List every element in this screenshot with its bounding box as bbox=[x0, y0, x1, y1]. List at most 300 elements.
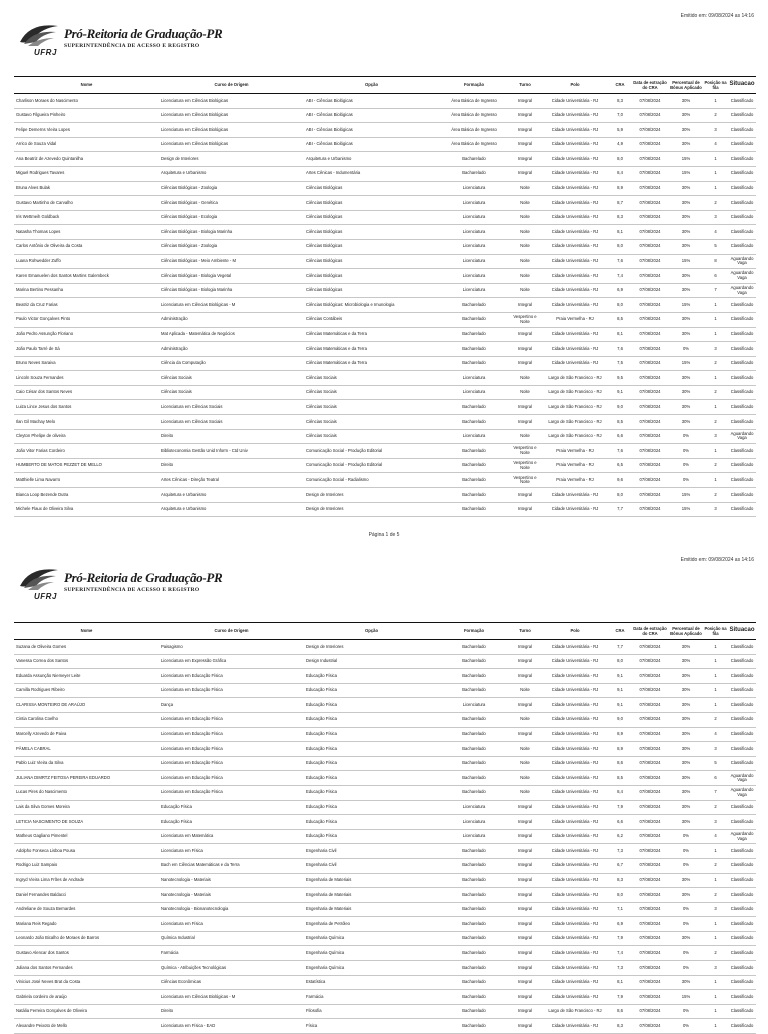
cell-cra: 6,5 bbox=[609, 458, 631, 473]
cell-opcao: Ciências Biológicas bbox=[304, 283, 439, 298]
cell-situacao: Classificado bbox=[728, 990, 756, 1005]
cell-data: 07/08/2024 bbox=[631, 298, 669, 313]
cell-turno: Integral bbox=[509, 815, 541, 830]
cell-data: 07/08/2024 bbox=[631, 196, 669, 211]
cell-polo: Cidade Universitária - RJ bbox=[541, 210, 609, 225]
cell-turno: Integral bbox=[509, 727, 541, 742]
cell-cra: 9,6 bbox=[609, 473, 631, 488]
cell-data: 07/08/2024 bbox=[631, 917, 669, 932]
cell-turno: Integral bbox=[509, 844, 541, 859]
cell-situacao: Aguardando Vaga bbox=[728, 771, 756, 786]
cell-data: 07/08/2024 bbox=[631, 771, 669, 786]
cell-opcao: Educação Física bbox=[304, 712, 439, 727]
cell-polo: Cidade Universitária - RJ bbox=[541, 166, 609, 181]
cell-formacao: Licenciatura bbox=[439, 196, 509, 211]
cell-cra: 7,3 bbox=[609, 844, 631, 859]
cell-cra: 7,4 bbox=[609, 946, 631, 961]
cell-curso: Licenciatura em Educação Física bbox=[159, 712, 304, 727]
logo-acronym: UFRJ bbox=[34, 592, 57, 601]
table-row bbox=[14, 800, 756, 815]
cell-nome: CLARISSA MONTEIRO DE ARAÚJO bbox=[14, 698, 159, 713]
cell-formacao: Licenciatura bbox=[439, 239, 509, 254]
cell-formacao: Bacharelado bbox=[439, 473, 509, 488]
header-polo: Polo bbox=[541, 623, 609, 640]
cell-bonus: 15% bbox=[669, 488, 703, 503]
cell-bonus: 30% bbox=[669, 771, 703, 786]
cell-nome: João Vitor Farias Cordeiro bbox=[14, 444, 159, 459]
cell-formacao: Licenciatura bbox=[439, 371, 509, 386]
cell-situacao: Classificado bbox=[728, 1019, 756, 1034]
cell-nome: Matthielle Lima Navarro bbox=[14, 473, 159, 488]
table-header-row bbox=[14, 623, 756, 640]
cell-posicao: 1 bbox=[703, 640, 728, 655]
cell-formacao: Bacharelado bbox=[439, 654, 509, 669]
cell-polo: Cidade Universitária - RJ bbox=[541, 931, 609, 946]
cell-polo: Cidade Universitária - RJ bbox=[541, 342, 609, 357]
cell-bonus: 30% bbox=[669, 137, 703, 152]
cell-cra: 5,9 bbox=[609, 123, 631, 138]
cell-bonus: 30% bbox=[669, 742, 703, 757]
cell-curso: Licenciatura em Educação Física bbox=[159, 785, 304, 800]
cell-nome: Juliana dos Santos Fernandes bbox=[14, 961, 159, 976]
table-header-row bbox=[14, 77, 756, 94]
cell-turno: Integral bbox=[509, 137, 541, 152]
cell-nome: Cintia Carolina Coelho bbox=[14, 712, 159, 727]
cell-posicao: 1 bbox=[703, 669, 728, 684]
cell-bonus: 30% bbox=[669, 683, 703, 698]
table-row bbox=[14, 990, 756, 1005]
cell-opcao: Engenharia de Materiais bbox=[304, 873, 439, 888]
cell-opcao: Educação Física bbox=[304, 698, 439, 713]
cell-cra: 8,1 bbox=[609, 975, 631, 990]
cell-formacao: Bacharelado bbox=[439, 771, 509, 786]
cell-situacao: Classificado bbox=[728, 488, 756, 503]
cell-nome: Adolpho Fonseca Lisboa Pousa bbox=[14, 844, 159, 859]
cell-formacao: Bacharelado bbox=[439, 858, 509, 873]
prgr-logo bbox=[16, 20, 223, 57]
cell-formacao: Área Básica de Ingresso bbox=[439, 108, 509, 123]
cell-cra: 8,9 bbox=[609, 727, 631, 742]
cell-situacao: Aguardando Vaga bbox=[728, 269, 756, 284]
cell-cra: 9,0 bbox=[609, 712, 631, 727]
cell-posicao: 1 bbox=[703, 917, 728, 932]
cell-cra: 7,1 bbox=[609, 902, 631, 917]
cell-situacao: Classificado bbox=[728, 356, 756, 371]
cell-formacao: Bacharelado bbox=[439, 844, 509, 859]
cell-nome: Ana Beatriz de Azevedo Quintanilha bbox=[14, 152, 159, 167]
cell-bonus: 15% bbox=[669, 298, 703, 313]
cell-bonus: 15% bbox=[669, 356, 703, 371]
cell-turno: Integral bbox=[509, 829, 541, 844]
cell-situacao: Classificado bbox=[728, 640, 756, 655]
table-row bbox=[14, 254, 756, 269]
cell-posicao: 1 bbox=[703, 444, 728, 459]
cell-cra: 8,3 bbox=[609, 94, 631, 109]
cell-posicao: 2 bbox=[703, 800, 728, 815]
table-row bbox=[14, 1019, 756, 1034]
cell-formacao: Licenciatura bbox=[439, 210, 509, 225]
cell-cra: 4,9 bbox=[609, 137, 631, 152]
table-row bbox=[14, 946, 756, 961]
cell-polo: Cidade Universitária - RJ bbox=[541, 239, 609, 254]
cell-posicao: 1 bbox=[703, 975, 728, 990]
cell-nome: João Pedro Assunção Floriano bbox=[14, 327, 159, 342]
cell-turno: Integral bbox=[509, 800, 541, 815]
table-row bbox=[14, 683, 756, 698]
cell-turno: Noite bbox=[509, 785, 541, 800]
cell-bonus: 30% bbox=[669, 123, 703, 138]
cell-posicao: 7 bbox=[703, 785, 728, 800]
cell-polo: Cidade Universitária - RJ bbox=[541, 298, 609, 313]
cell-bonus: 30% bbox=[669, 108, 703, 123]
cell-posicao: 1 bbox=[703, 94, 728, 109]
cell-nome: Carlos Antônio de Oliveira da Costa bbox=[14, 239, 159, 254]
cell-data: 07/08/2024 bbox=[631, 829, 669, 844]
cell-posicao: 1 bbox=[703, 166, 728, 181]
cell-data: 07/08/2024 bbox=[631, 858, 669, 873]
cell-polo: Praia Vermelha - RJ bbox=[541, 473, 609, 488]
cell-nome: JULIANA DIMRTZ FEITOSA PEREIRA EDUARDO bbox=[14, 771, 159, 786]
cell-bonus: 30% bbox=[669, 975, 703, 990]
cell-curso: Direito bbox=[159, 1004, 304, 1019]
cell-bonus: 30% bbox=[669, 181, 703, 196]
cell-situacao: Classificado bbox=[728, 946, 756, 961]
cell-formacao: Bacharelado bbox=[439, 400, 509, 415]
cell-situacao: Classificado bbox=[728, 371, 756, 386]
cell-polo: Cidade Universitária - RJ bbox=[541, 975, 609, 990]
cell-posicao: 1 bbox=[703, 1019, 728, 1034]
cell-nome: Luana Rohwedder Zuffo bbox=[14, 254, 159, 269]
cell-data: 07/08/2024 bbox=[631, 137, 669, 152]
cell-nome: Lincoln Souza Fernandes bbox=[14, 371, 159, 386]
cell-data: 07/08/2024 bbox=[631, 415, 669, 430]
cell-formacao: Bacharelado bbox=[439, 327, 509, 342]
cell-polo: Cidade Universitária - RJ bbox=[541, 196, 609, 211]
cell-cra: 8,0 bbox=[609, 239, 631, 254]
cell-polo: Cidade Universitária - RJ bbox=[541, 917, 609, 932]
logo-title: Pró-Reitoria de Graduação-PR bbox=[64, 570, 223, 585]
cell-bonus: 30% bbox=[669, 371, 703, 386]
cell-posicao: 5 bbox=[703, 239, 728, 254]
table-row bbox=[14, 742, 756, 757]
cell-data: 07/08/2024 bbox=[631, 683, 669, 698]
cell-nome: Luiza Lince Jesus dos Santos bbox=[14, 400, 159, 415]
cell-curso: Paisagismo bbox=[159, 640, 304, 655]
cell-data: 07/08/2024 bbox=[631, 873, 669, 888]
cell-posicao: 2 bbox=[703, 196, 728, 211]
cell-nome: Gustavo Martinho de Carvalho bbox=[14, 196, 159, 211]
cell-cra: 7,9 bbox=[609, 990, 631, 1005]
cell-data: 07/08/2024 bbox=[631, 429, 669, 444]
cell-polo: Largo de São Francisco - RJ bbox=[541, 400, 609, 415]
cell-formacao: Bacharelado bbox=[439, 342, 509, 357]
cell-bonus: 0% bbox=[669, 1019, 703, 1034]
table-row bbox=[14, 152, 756, 167]
cell-bonus: 30% bbox=[669, 225, 703, 240]
cell-cra: 8,3 bbox=[609, 210, 631, 225]
cell-cra: 9,1 bbox=[609, 669, 631, 684]
cell-data: 07/08/2024 bbox=[631, 800, 669, 815]
cell-formacao: Bacharelado bbox=[439, 1004, 509, 1019]
cell-curso: Licenciatura em Educação Física bbox=[159, 727, 304, 742]
cell-turno: Integral bbox=[509, 166, 541, 181]
cell-nome: Lais da Silva Gomes Moreira bbox=[14, 800, 159, 815]
table-row bbox=[14, 756, 756, 771]
cell-turno: Integral bbox=[509, 902, 541, 917]
cell-polo: Cidade Universitária - RJ bbox=[541, 640, 609, 655]
cell-data: 07/08/2024 bbox=[631, 385, 669, 400]
cell-formacao: Licenciatura bbox=[439, 283, 509, 298]
cell-formacao: Licenciatura bbox=[439, 429, 509, 444]
cell-posicao: 1 bbox=[703, 654, 728, 669]
cell-opcao: Artes Cênicas - Indumentária bbox=[304, 166, 439, 181]
cell-data: 07/08/2024 bbox=[631, 975, 669, 990]
cell-opcao: ABI - Ciências Biológicas bbox=[304, 108, 439, 123]
cell-situacao: Classificado bbox=[728, 444, 756, 459]
cell-curso: Licenciatura em Ciências Biológicas bbox=[159, 108, 304, 123]
cell-data: 07/08/2024 bbox=[631, 239, 669, 254]
cell-bonus: 30% bbox=[669, 239, 703, 254]
cell-nome: Charlison Moraes do Nascimento bbox=[14, 94, 159, 109]
cell-curso: Licenciatura em Educação Física bbox=[159, 756, 304, 771]
cell-polo: Cidade Universitária - RJ bbox=[541, 356, 609, 371]
cell-situacao: Classificado bbox=[728, 152, 756, 167]
cell-curso: Dança bbox=[159, 698, 304, 713]
cell-bonus: 30% bbox=[669, 94, 703, 109]
cell-opcao: Ciências Sociais bbox=[304, 385, 439, 400]
table-row bbox=[14, 961, 756, 976]
table-row bbox=[14, 815, 756, 830]
cell-opcao: Arquitetura e Urbanismo bbox=[304, 152, 439, 167]
table-row bbox=[14, 429, 756, 444]
cell-situacao: Classificado bbox=[728, 225, 756, 240]
header-nome: Nome bbox=[14, 77, 159, 94]
cell-formacao: Bacharelado bbox=[439, 946, 509, 961]
cell-formacao: Bacharelado bbox=[439, 902, 509, 917]
cell-posicao: 1 bbox=[703, 152, 728, 167]
cell-formacao: Bacharelado bbox=[439, 990, 509, 1005]
header-bonus: Percentual de Bônus Aplicado bbox=[669, 77, 703, 94]
cell-posicao: 6 bbox=[703, 269, 728, 284]
cell-situacao: Classificado bbox=[728, 108, 756, 123]
cell-opcao: Farmácia bbox=[304, 990, 439, 1005]
cell-curso: Nanotecnologia - Materiais bbox=[159, 888, 304, 903]
header-opcao: Opção bbox=[304, 623, 439, 640]
cell-turno: Noite bbox=[509, 683, 541, 698]
cell-situacao: Aguardando Vaga bbox=[728, 429, 756, 444]
table-row bbox=[14, 415, 756, 430]
cell-posicao: 3 bbox=[703, 742, 728, 757]
table-row bbox=[14, 473, 756, 488]
cell-curso: Ciências Biológicas - Zoologia bbox=[159, 181, 304, 196]
table-row bbox=[14, 888, 756, 903]
cell-posicao: 3 bbox=[703, 961, 728, 976]
cell-formacao: Bacharelado bbox=[439, 488, 509, 503]
cell-opcao: Educação Física bbox=[304, 800, 439, 815]
cell-polo: Praia Vermelha - RJ bbox=[541, 312, 609, 327]
cell-turno: Integral bbox=[509, 152, 541, 167]
cell-data: 07/08/2024 bbox=[631, 312, 669, 327]
cell-turno: Integral bbox=[509, 961, 541, 976]
cell-situacao: Classificado bbox=[728, 844, 756, 859]
cell-polo: Cidade Universitária - RJ bbox=[541, 727, 609, 742]
cell-curso: Licenciatura em Ciências Sociais bbox=[159, 415, 304, 430]
cell-nome: Ilan Gil Machay Melo bbox=[14, 415, 159, 430]
cell-opcao: Ciências Biológicas bbox=[304, 181, 439, 196]
header-nome: Nome bbox=[14, 623, 159, 640]
cell-nome: Andreliane de Souza Bernardes bbox=[14, 902, 159, 917]
cell-curso: Ciências Biológicas - Biologia Marinha bbox=[159, 283, 304, 298]
cell-curso: Farmácia bbox=[159, 946, 304, 961]
cell-curso: Licenciatura em Educação Física bbox=[159, 771, 304, 786]
cell-curso: Licenciatura em Matemática bbox=[159, 829, 304, 844]
cell-formacao: Bacharelado bbox=[439, 931, 509, 946]
cell-posicao: 2 bbox=[703, 385, 728, 400]
cell-polo: Cidade Universitária - RJ bbox=[541, 888, 609, 903]
cell-nome: Caio César dos Santos Neves bbox=[14, 385, 159, 400]
cell-formacao: Bacharelado bbox=[439, 640, 509, 655]
cell-posicao: 1 bbox=[703, 873, 728, 888]
cell-opcao: Ciências Sociais bbox=[304, 429, 439, 444]
logo-subtitle: SUPERINTENDÊNCIA DE ACESSO E REGISTRO bbox=[64, 43, 200, 49]
cell-cra: 8,5 bbox=[609, 415, 631, 430]
cell-bonus: 30% bbox=[669, 800, 703, 815]
cell-curso: Licenciatura em Física bbox=[159, 844, 304, 859]
table-row bbox=[14, 1004, 756, 1019]
cell-nome: Bianca Loop Bezende Dutra bbox=[14, 488, 159, 503]
cell-curso: Direito bbox=[159, 458, 304, 473]
cell-posicao: 2 bbox=[703, 415, 728, 430]
cell-polo: Cidade Universitária - RJ bbox=[541, 502, 609, 517]
cell-formacao: Bacharelado bbox=[439, 1019, 509, 1034]
cell-situacao: Classificado bbox=[728, 742, 756, 757]
cell-situacao: Classificado bbox=[728, 917, 756, 932]
report-page-2 bbox=[0, 540, 768, 1028]
cell-turno: Integral bbox=[509, 94, 541, 109]
cell-turno: Integral bbox=[509, 654, 541, 669]
header-situacao: Situacao bbox=[728, 623, 756, 640]
table-row bbox=[14, 458, 756, 473]
cell-nome: Cleyton Phelipe de oliveira bbox=[14, 429, 159, 444]
cell-opcao: Design de Interiores bbox=[304, 488, 439, 503]
cell-curso: Licenciatura em Educação Física bbox=[159, 742, 304, 757]
cell-situacao: Classificado bbox=[728, 181, 756, 196]
cell-data: 07/08/2024 bbox=[631, 108, 669, 123]
table-row bbox=[14, 444, 756, 459]
cell-bonus: 30% bbox=[669, 269, 703, 284]
cell-curso: Design de Interiores bbox=[159, 152, 304, 167]
cell-cra: 8,0 bbox=[609, 298, 631, 313]
cell-formacao: Licenciatura bbox=[439, 698, 509, 713]
cell-situacao: Classificado bbox=[728, 458, 756, 473]
header-data: Data de extração do CRA bbox=[631, 77, 669, 94]
cell-formacao: Área Básica de Ingresso bbox=[439, 137, 509, 152]
cell-polo: Cidade Universitária - RJ bbox=[541, 1019, 609, 1034]
cell-cra: 8,3 bbox=[609, 873, 631, 888]
cell-nome: Vinicius José Neves Brat da Costa bbox=[14, 975, 159, 990]
table-row bbox=[14, 225, 756, 240]
cell-opcao: Ciências Biológicas bbox=[304, 254, 439, 269]
cell-data: 07/08/2024 bbox=[631, 654, 669, 669]
cell-posicao: 1 bbox=[703, 844, 728, 859]
cell-data: 07/08/2024 bbox=[631, 356, 669, 371]
cell-turno: Integral bbox=[509, 108, 541, 123]
cell-nome: Karen Emanuelen dos Santos Martins Galembeck bbox=[14, 269, 159, 284]
cell-nome: LETICIA NASCIMENTO DE SOUZA bbox=[14, 815, 159, 830]
cell-data: 07/08/2024 bbox=[631, 844, 669, 859]
cell-opcao: Comunicação Social - Produção Editorial bbox=[304, 458, 439, 473]
cell-nome: Lucas Pires do Nascimento bbox=[14, 785, 159, 800]
cell-nome: Beatriz da Cruz Farias bbox=[14, 298, 159, 313]
cell-cra: 8,6 bbox=[609, 1004, 631, 1019]
cell-data: 07/08/2024 bbox=[631, 210, 669, 225]
cell-bonus: 30% bbox=[669, 283, 703, 298]
cell-opcao: Educação Física bbox=[304, 771, 439, 786]
cell-polo: Cidade Universitária - RJ bbox=[541, 181, 609, 196]
cell-posicao: 6 bbox=[703, 771, 728, 786]
table-row bbox=[14, 654, 756, 669]
cell-situacao: Classificado bbox=[728, 312, 756, 327]
cell-nome: Gustavo Filgueira Pinheiro bbox=[14, 108, 159, 123]
table-row bbox=[14, 137, 756, 152]
cell-opcao: Ciências Biológicas bbox=[304, 210, 439, 225]
cell-cra: 8,5 bbox=[609, 312, 631, 327]
cell-bonus: 30% bbox=[669, 785, 703, 800]
cell-bonus: 30% bbox=[669, 654, 703, 669]
logo-title: Pró-Reitoria de Graduação-PR bbox=[64, 26, 223, 41]
cell-posicao: 3 bbox=[703, 342, 728, 357]
cell-opcao: Engenharia Civil bbox=[304, 844, 439, 859]
cell-curso: Nanotecnologia - Materiais bbox=[159, 873, 304, 888]
cell-posicao: 2 bbox=[703, 946, 728, 961]
cell-polo: Largo de São Francisco - RJ bbox=[541, 429, 609, 444]
table-row bbox=[14, 283, 756, 298]
cell-turno: Integral bbox=[509, 917, 541, 932]
cell-curso: Biblioteconomia Gestão Unid Inform - Ctd Univ bbox=[159, 444, 304, 459]
cell-formacao: Bacharelado bbox=[439, 502, 509, 517]
cell-data: 07/08/2024 bbox=[631, 742, 669, 757]
cell-curso: Arquitetura e Urbanismo bbox=[159, 488, 304, 503]
cell-cra: 9,1 bbox=[609, 698, 631, 713]
cell-formacao: Bacharelado bbox=[439, 712, 509, 727]
cell-situacao: Classificado bbox=[728, 473, 756, 488]
cell-data: 07/08/2024 bbox=[631, 473, 669, 488]
cell-cra: 7,7 bbox=[609, 640, 631, 655]
cell-situacao: Classificado bbox=[728, 873, 756, 888]
cell-data: 07/08/2024 bbox=[631, 342, 669, 357]
cell-nome: Marina Bertino Pessanha bbox=[14, 283, 159, 298]
cell-posicao: 4 bbox=[703, 829, 728, 844]
cell-polo: Cidade Universitária - RJ bbox=[541, 488, 609, 503]
table-row bbox=[14, 327, 756, 342]
cell-nome: Alexandre Peixoto de Mello bbox=[14, 1019, 159, 1034]
cell-situacao: Classificado bbox=[728, 239, 756, 254]
cell-curso: Licenciatura em Física - EAD bbox=[159, 1019, 304, 1034]
cell-situacao: Classificado bbox=[728, 166, 756, 181]
cell-formacao: Bacharelado bbox=[439, 458, 509, 473]
cell-opcao: Educação Física bbox=[304, 742, 439, 757]
cell-opcao: Engenharia Química bbox=[304, 946, 439, 961]
cell-polo: Cidade Universitária - RJ bbox=[541, 654, 609, 669]
table-row bbox=[14, 108, 756, 123]
cell-opcao: Design Industrial bbox=[304, 654, 439, 669]
cell-opcao: Ciências Sociais bbox=[304, 415, 439, 430]
cell-posicao: 1 bbox=[703, 931, 728, 946]
cell-data: 07/08/2024 bbox=[631, 902, 669, 917]
header-formacao: Formação bbox=[439, 623, 509, 640]
cell-formacao: Licenciatura bbox=[439, 181, 509, 196]
cell-cra: 6,9 bbox=[609, 917, 631, 932]
